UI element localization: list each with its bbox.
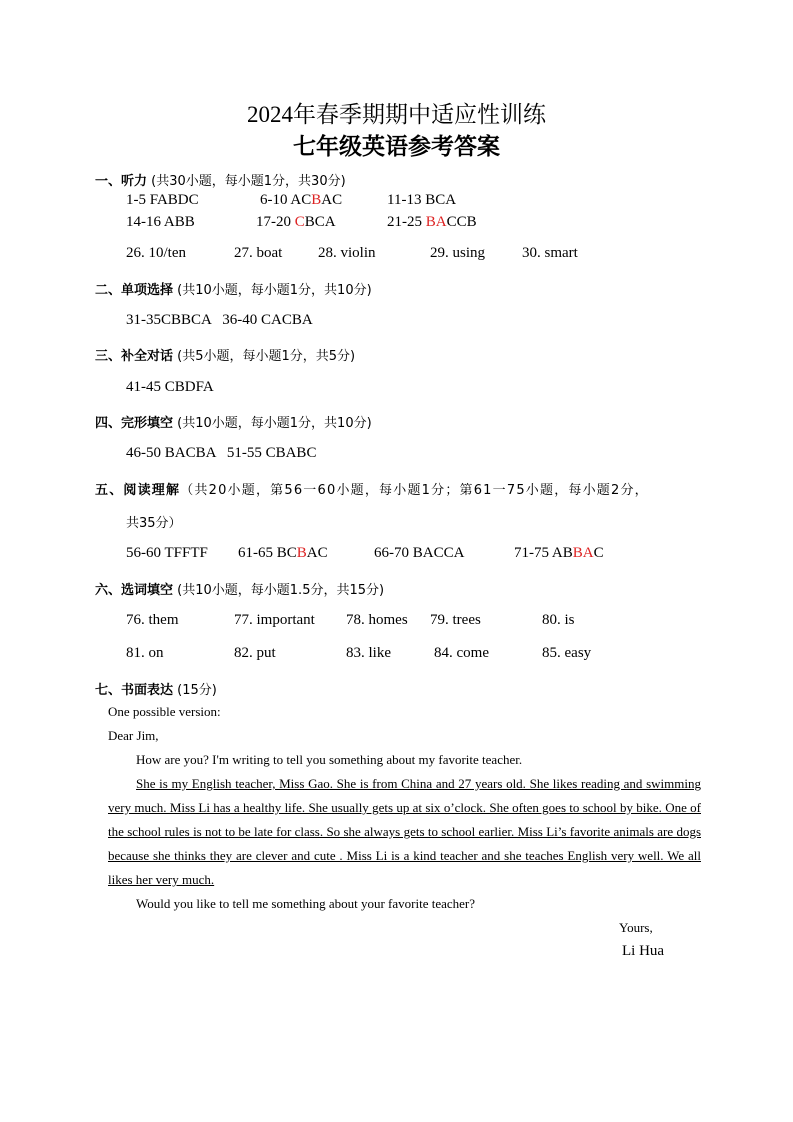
section-header-reading <box>95 479 649 498</box>
essay-paragraph-1: How are you? I'm writing to tell you something about my favorite teacher. <box>136 752 523 767</box>
answer-61-65: 61-65 BCBAC <box>238 545 328 561</box>
section-header-writing <box>95 679 217 698</box>
section-number: 五、 <box>95 483 124 498</box>
section-name: 书面表达 <box>121 683 174 698</box>
answer-27: 27. boat <box>234 245 283 261</box>
answer-77: 77. important <box>234 612 315 628</box>
answer-29: 29. using <box>430 245 486 261</box>
section-name: 听力 <box>121 174 148 189</box>
section-note: (共5小题，每小题1分，共5分) <box>177 349 356 364</box>
essay-version-label: One possible version: <box>108 704 221 719</box>
section-note: (共10小题，每小题1分，共10分) <box>177 283 372 298</box>
section-number: 六、 <box>95 583 122 598</box>
section-note: (共30小题，每小题1分，共30分) <box>151 174 346 189</box>
essay-signature: Li Hua <box>622 943 665 959</box>
essay-closing: Yours, <box>619 920 653 935</box>
section-number: 二、 <box>95 283 122 298</box>
section-number: 一、 <box>95 174 122 189</box>
answer-66-70: 66-70 BACCA <box>374 545 465 561</box>
model-essay <box>108 700 701 916</box>
section-header-dialogue <box>95 345 355 364</box>
section-number: 四、 <box>95 416 122 431</box>
section-name: 完形填空 <box>121 416 174 431</box>
section-header-listening <box>95 170 346 189</box>
section-header-word-fill <box>95 579 384 598</box>
answer-83: 83. like <box>346 645 391 661</box>
section-header-single-choice <box>95 279 372 298</box>
section-note: (15分) <box>177 683 217 698</box>
answer-82: 82. put <box>234 645 276 661</box>
section-header-cloze <box>95 412 372 431</box>
page-title: 2024年春季期期中适应性训练 <box>247 102 546 127</box>
essay-paragraph-3: Would you like to tell me something about your favorite teacher? <box>136 896 476 911</box>
section-name: 单项选择 <box>121 283 174 298</box>
answer-78: 78. homes <box>346 612 408 628</box>
answer-6-10: 6-10 ACBAC <box>260 192 343 208</box>
answer-84: 84. come <box>434 645 489 661</box>
section-note: (共10小题，每小题1分，共10分) <box>177 416 372 431</box>
section-note: (共10小题，每小题1.5分，共15分) <box>177 583 385 598</box>
answer-11-13: 11-13 BCA <box>387 192 457 208</box>
section-name: 阅读理解 <box>123 483 181 498</box>
answer-41-45: 41-45 CBDFA <box>126 379 214 395</box>
essay-paragraph-2: She is my English teacher, Miss Gao. She is from China and 27 years old. She likes reading and swimming very much. Miss Li has a healthy life. She usually gets up at six o’clock. She often goes to school by bike. One of the school rules is not to be late for class. So she always gets to school earlier. Miss Li’s favorite animals are dogs because she thinks they are clever and cute . Miss Li is a kind teacher and she teaches English very well. We all likes her very much. <box>108 776 701 887</box>
answer-80: 80. is <box>542 612 575 628</box>
section-note-continued: 共35分） <box>126 516 182 531</box>
answer-31-40: 31-35CBBCA 36-40 CACBA <box>126 312 313 328</box>
section-name: 补全对话 <box>121 349 174 364</box>
answer-1-5: 1-5 FABDC <box>126 192 199 208</box>
answer-85: 85. easy <box>542 645 592 661</box>
answer-71-75: 71-75 ABBAC <box>514 545 604 561</box>
section-number: 三、 <box>95 349 122 364</box>
answer-21-25: 21-25 BACCB <box>387 214 477 230</box>
answer-14-16: 14-16 ABB <box>126 214 195 230</box>
essay-greeting: Dear Jim, <box>108 728 159 743</box>
answer-26: 26. 10/ten <box>126 245 186 261</box>
answer-79: 79. trees <box>430 612 481 628</box>
answer-76: 76. them <box>126 612 179 628</box>
page-subtitle: 七年级英语参考答案 <box>293 134 500 159</box>
section-note: （共20小题，第56一60小题，每小题1分；第61一75小题，每小题2分， <box>180 483 649 498</box>
section-number: 七、 <box>95 683 122 698</box>
answer-46-55: 46-50 BACBA 51-55 CBABC <box>126 445 317 461</box>
answer-56-60: 56-60 TFFTF <box>126 545 208 561</box>
answer-17-20: 17-20 CBCA <box>256 214 336 230</box>
answer-28: 28. violin <box>318 245 376 261</box>
answer-81: 81. on <box>126 645 164 661</box>
answer-30: 30. smart <box>522 245 578 261</box>
section-name: 选词填空 <box>121 583 174 598</box>
